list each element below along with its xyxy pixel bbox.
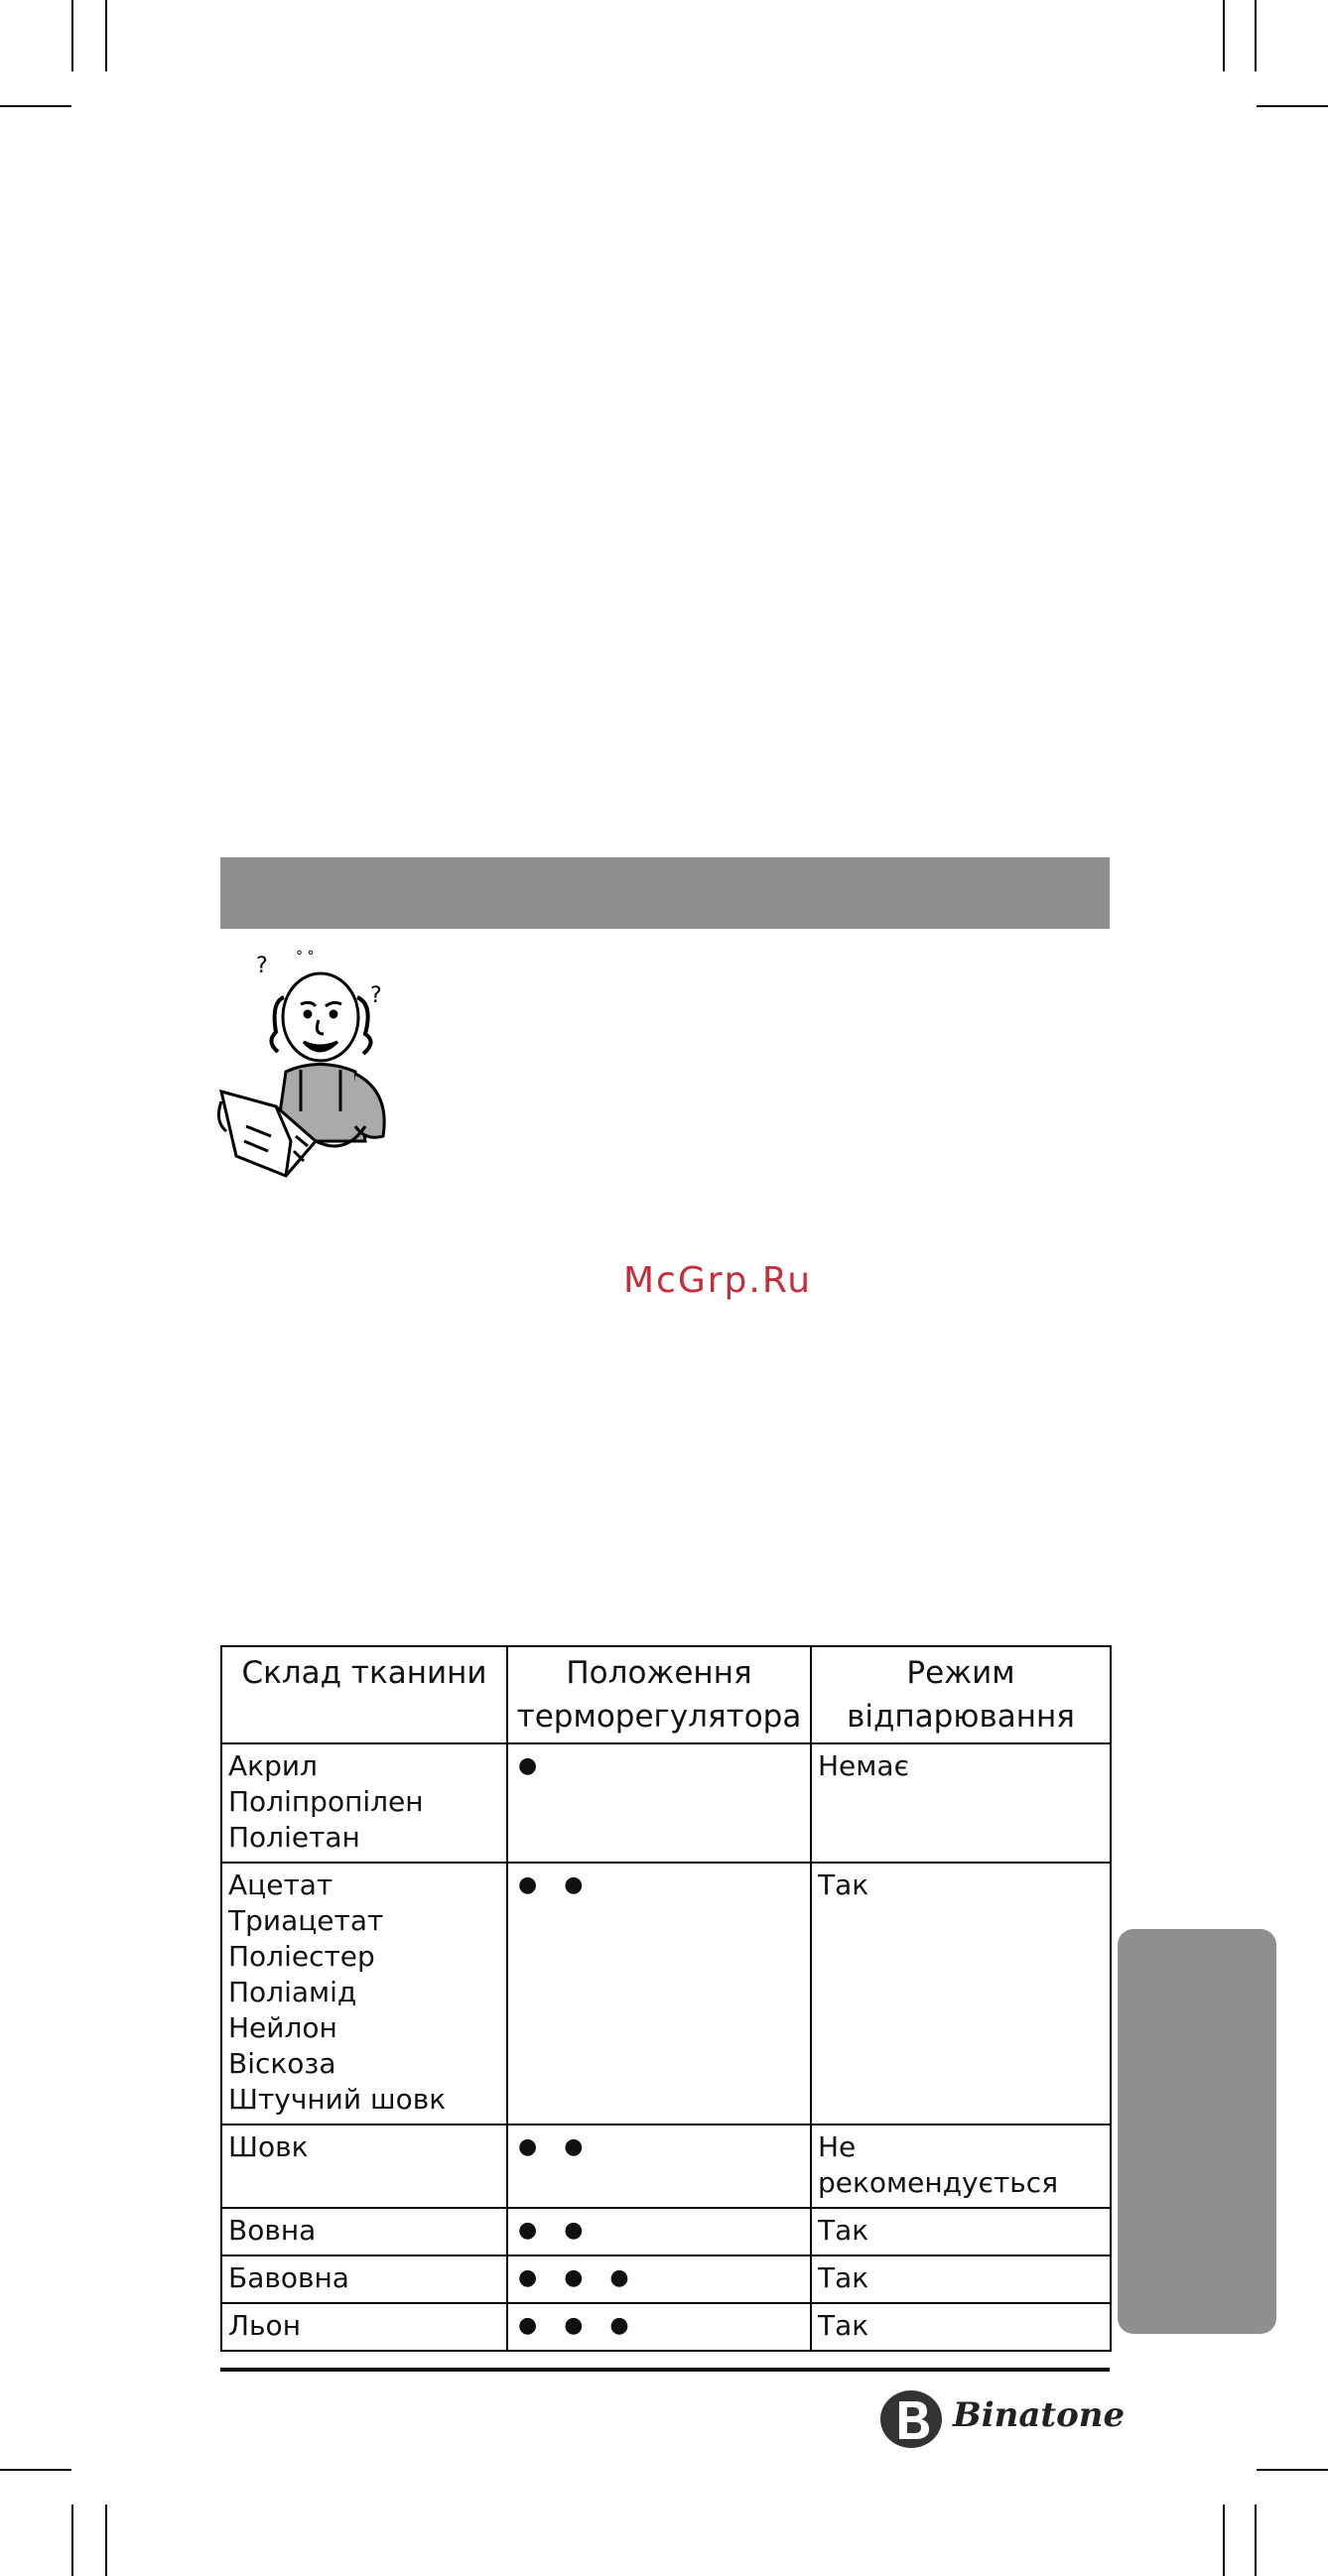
fabric-name: Поліетан xyxy=(228,1821,360,1854)
thermostat-dots: ● xyxy=(507,1743,811,1863)
side-tab xyxy=(1118,1929,1276,2334)
brand-name: Binatone xyxy=(953,2395,1126,2435)
thermostat-dots: ● ● xyxy=(507,2125,811,2208)
fabric-name: Шовк xyxy=(228,2130,309,2163)
fabric-name: Бавовна xyxy=(228,2261,349,2294)
thermostat-dots: ● ● ● xyxy=(507,2303,811,2351)
steam-mode: Так xyxy=(811,2303,1111,2351)
steam-mode: Не рекомендується xyxy=(811,2125,1111,2208)
fabric-name: Акрил xyxy=(228,1749,318,1782)
crop-mark xyxy=(1255,0,1257,71)
table-row xyxy=(221,2303,1111,2351)
fabric-name: Вовна xyxy=(228,2214,317,2247)
crop-mark xyxy=(1257,105,1328,107)
crop-mark xyxy=(1223,0,1225,71)
fabric-settings-table xyxy=(220,1645,1112,2352)
crop-mark xyxy=(1223,2505,1225,2576)
fabric-cell xyxy=(221,2125,507,2208)
fabric-cell xyxy=(221,1863,507,2125)
svg-text:?: ? xyxy=(370,983,382,1008)
crop-mark xyxy=(71,2505,73,2576)
fabric-name: Ацетат xyxy=(228,1868,333,1901)
fabric-cell xyxy=(221,2208,507,2255)
header-thermostat: Положення терморегулятора xyxy=(507,1646,811,1743)
fabric-name: Віскоза xyxy=(228,2047,336,2080)
crop-mark xyxy=(1255,2505,1257,2576)
svg-text:° °: ° ° xyxy=(296,949,315,965)
header-steam: Режим відпарювання xyxy=(811,1646,1111,1743)
table-row xyxy=(221,2255,1111,2303)
fabric-cell xyxy=(221,1743,507,1863)
fabric-name: Триацетат xyxy=(228,1904,384,1937)
table-row xyxy=(221,1743,1111,1863)
footer-rule xyxy=(220,2368,1110,2372)
header-fabric: Склад тканини xyxy=(221,1646,507,1743)
fabric-name: Поліестер xyxy=(228,1940,375,1973)
crop-mark xyxy=(71,0,73,71)
steam-mode: Так xyxy=(811,1863,1111,2125)
fabric-name: Поліпропілен xyxy=(228,1785,424,1818)
crop-mark xyxy=(0,105,71,107)
crop-mark xyxy=(0,2469,71,2471)
watermark: McGrp.Ru xyxy=(622,1260,813,1301)
thermostat-dots: ● ● xyxy=(507,2208,811,2255)
table-row xyxy=(221,2208,1111,2255)
fabric-name: Штучний шовк xyxy=(228,2083,447,2116)
table-row xyxy=(221,2125,1111,2208)
fabric-name: Нейлон xyxy=(228,2011,337,2044)
table-header-row xyxy=(221,1646,1111,1743)
fabric-name: Поліамід xyxy=(228,1976,357,2008)
fabric-name: Льон xyxy=(228,2309,301,2342)
crop-mark xyxy=(105,2505,107,2576)
steam-mode: Так xyxy=(811,2255,1111,2303)
man-reading-manual-illustration xyxy=(216,943,415,1211)
thermostat-dots: ● ● ● xyxy=(507,2255,811,2303)
section-header-bar xyxy=(220,857,1110,929)
crop-mark xyxy=(105,0,107,71)
crop-mark xyxy=(1257,2469,1328,2471)
table-row xyxy=(221,1863,1111,2125)
steam-mode: Немає xyxy=(811,1743,1111,1863)
fabric-cell xyxy=(221,2255,507,2303)
steam-mode: Так xyxy=(811,2208,1111,2255)
svg-text:?: ? xyxy=(256,954,268,978)
thermostat-dots: ● ● xyxy=(507,1863,811,2125)
fabric-cell xyxy=(221,2303,507,2351)
